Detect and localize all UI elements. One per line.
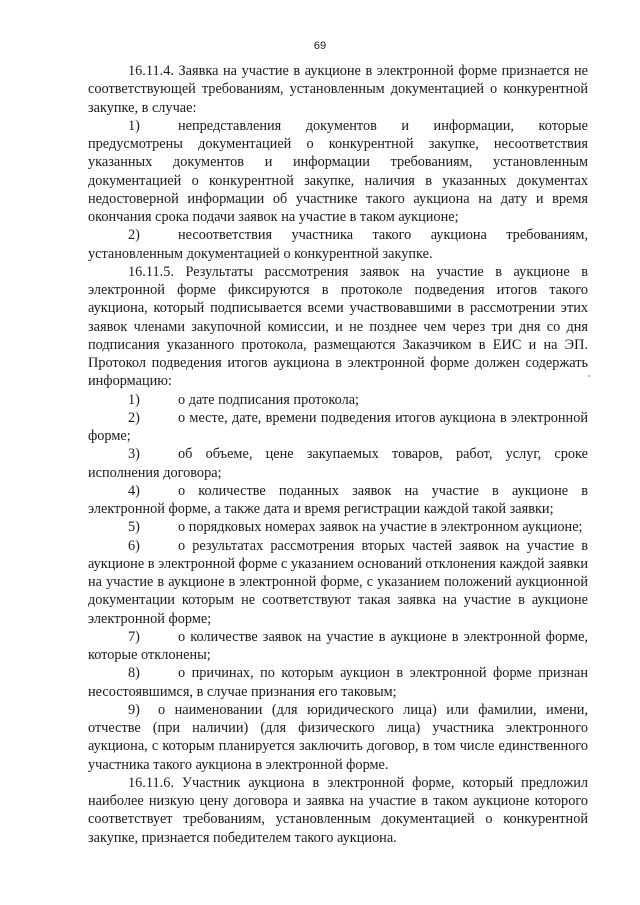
item-number: 5)	[128, 519, 140, 536]
item-text: об объеме, цене закупаемых товаров, работ, услуг, сроке исполнения договора;	[88, 446, 588, 481]
item-number: 3)	[128, 446, 140, 463]
item-number: 1)	[128, 391, 140, 408]
document-body	[88, 62, 588, 847]
page-number: 69	[313, 40, 327, 52]
list-item	[88, 226, 588, 263]
list-item	[88, 445, 588, 482]
list-item	[88, 117, 588, 227]
item-text: несоответствия участника такого аукциона требованиям, установленным документацией о конкурентной закупке.	[88, 227, 588, 262]
item-number: 8)	[128, 665, 140, 682]
list-item	[88, 664, 588, 701]
list-item	[88, 518, 588, 536]
list-item	[88, 409, 588, 446]
item-number: 6)	[128, 537, 140, 554]
item-number: 2)	[128, 227, 140, 244]
list-item	[88, 537, 588, 628]
item-number: 9)	[128, 701, 140, 718]
list-item	[88, 628, 588, 665]
item-text: о количестве поданных заявок на участие в аукционе в электронной форме, а также дата и время регистрации каждой такой заявки;	[88, 482, 588, 517]
item-number: 2)	[128, 409, 140, 426]
item-text: непредставления документов и информации, которые предусмотрены документацией о конкурентной закупке, несоответствия указанных документов и информации требованиям, установленным документацией о конкурентной закупке, наличия в указанных документах недостоверной информации об участнике такого аукциона на дату и время окончания срока подачи заявок на участие в таком аукционе;	[88, 117, 588, 225]
item-text: о наименовании (для юридического лица) или фамилии, имени, отчестве (при наличии) (для физического лица) участника электронного аукциона, с которым планируется заключить договор, в том числе единственного участника такого аукциона в электронной форме.	[88, 701, 588, 773]
item-text: о порядковых номерах заявок на участие в электронном аукционе;	[178, 519, 583, 536]
item-text: о дате подписания протокола;	[178, 391, 360, 408]
list-item	[88, 701, 588, 774]
clause-16-11-4: 16.11.4. Заявка на участие в аукционе в электронной форме признается не соответствующей требованиям, установленным документацией о конкурентной закупке, в случае:	[88, 63, 588, 116]
item-number: 7)	[128, 628, 140, 645]
item-number: 1)	[128, 117, 140, 134]
list-item	[88, 391, 588, 409]
item-number: 4)	[128, 482, 140, 499]
item-text: о причинах, по которым аукцион в электронной форме признан несостоявшимся, в случае признания его таковым;	[88, 665, 588, 700]
item-text: о результатах рассмотрения вторых частей заявок на участие в аукционе в электронной форме с указанием оснований отклонения каждой заявки на участие в аукционе в электронной форме, с указанием положений аукционной документации которым не соответствуют такая заявка на участие в аукционе электронной форме;	[88, 537, 588, 627]
scan-artifact	[588, 375, 590, 377]
clause-16-11-5: 16.11.5. Результаты рассмотрения заявок на участие в аукционе в электронной форме фиксируются в протоколе подведения итогов такого аукциона, который подписывается всеми участвовавшими в рассмотрении этих заявок членами закупочной комиссии, и не позднее чем через три дня со дня подписания указанного протокола, размещаются Заказчиком в ЕИС и на ЭП. Протокол подведения итогов аукциона в электронной форме должен содержать информацию:	[88, 263, 588, 390]
list-item	[88, 482, 588, 519]
clause-16-11-6: 16.11.6. Участник аукциона в электронной форме, который предложил наиболее низкую цену договора и заявка на участие в таком аукционе которого соответствует требованиям, установленным документацией о конкурентной закупке, признается победителем такого аукциона.	[88, 774, 588, 846]
item-text: о месте, дате, времени подведения итогов аукциона в электронной форме;	[88, 409, 588, 444]
item-text: о количестве заявок на участие в аукционе в электронной форме, которые отклонены;	[88, 628, 588, 663]
